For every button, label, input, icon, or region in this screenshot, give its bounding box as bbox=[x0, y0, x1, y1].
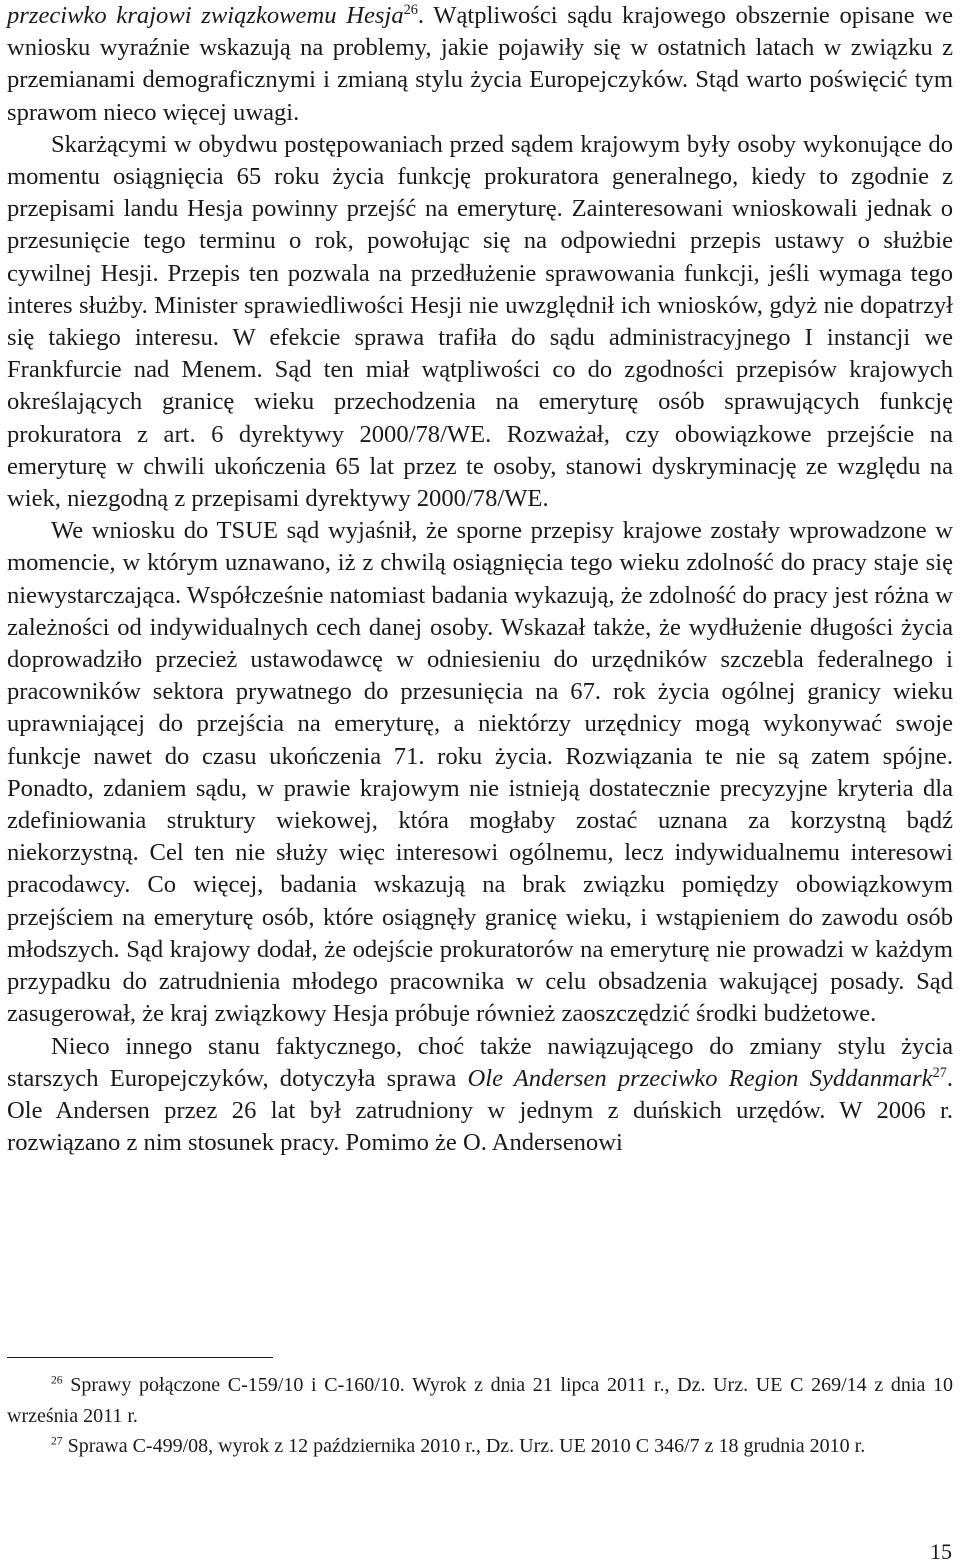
paragraph bbox=[7, 1031, 953, 1160]
footnote bbox=[7, 1431, 953, 1462]
footnote-text: Sprawa C-499/08, wyrok z 12 października 2010 r., Dz. Urz. UE 2010 C 346/7 z 18 grudnia 2010 r. bbox=[62, 1435, 866, 1457]
footnote-ref: 27 bbox=[932, 1064, 947, 1081]
footnotes bbox=[7, 1370, 953, 1462]
italic-text: Ole Andersen przeciwko Region Syddanmark bbox=[467, 1064, 933, 1092]
paragraph bbox=[7, 0, 953, 129]
paragraph bbox=[7, 515, 953, 1030]
footnote-number: 27 bbox=[51, 1434, 63, 1448]
paragraph bbox=[7, 129, 953, 515]
text-run: We wniosku do TSUE sąd wyjaśnił, że sporne przepisy krajowe zostały wprowadzone w momencie, w którym uznawano, iż z chwilą osiągnięcia tego wieku zdolność do pracy staje się niewystarczająca. Współcześnie natomiast badania wykazują, że zdolność do pracy jest różna w zależności od indywidualnych cech danej osoby. Wskazał także, że wydłużenie długości życia doprowadziło przecież ustawodawcę w odniesieniu do urzędników szczebla federalnego i pracowników sektora prywatnego do przesunięcia na 67. rok życia ogólnej granicy wieku uprawniającej do przejścia na emeryturę, a niektórzy urzędnicy mogą wykonywać swoje funkcje nawet do czasu ukończenia 71. roku życia. Rozwiązania te nie są zatem spójne. Ponadto, zdaniem sądu, w prawie krajowym nie istnieją dostatecznie precyzyjne kryteria dla zdefiniowania struktury wiekowej, która mogłaby zostać uznana za korzystną bądź niekorzystną. Cel ten nie służy więc interesowi ogólnemu, lecz indywidualnemu interesowi pracodawcy. Co więcej, badania wskazują na brak związku pomiędzy obowiązkowym przejściem na emeryturę osób, które osiągnęły granicę wieku, i wstąpieniem do zawodu osób młodszych. Sąd krajowy dodał, że odejście prokuratorów na emeryturę nie prowadzi w każdym przypadku do zatrudnienia młodego pracownika w celu obsadzenia wakującej posady. Sąd zasugerował, że kraj związkowy Hesja próbuje również zaoszczędzić środki budżetowe. bbox=[7, 517, 953, 1028]
text-run: . Ole Andersen przez 26 lat był zatrudniony w jednym z duńskich urzędów. W 2006 r. rozwiązano z nim stosunek pracy. Pomimo że O. Andersenowi bbox=[7, 1064, 953, 1157]
italic-text: przeciwko krajowi związkowemu Hesja bbox=[7, 2, 404, 29]
footnote bbox=[7, 1370, 953, 1431]
footnote-number: 26 bbox=[51, 1373, 63, 1387]
main-text bbox=[7, 0, 953, 1159]
footnote-ref: 26 bbox=[403, 1, 418, 18]
text-run: Nieco innego stanu faktycznego, choć także nawiązującego do zmiany stylu życia starszych Europejczyków, dotyczyła sprawa bbox=[7, 1032, 953, 1092]
footnote-text: Sprawy połączone C-159/10 i C-160/10. Wyrok z dnia 21 lipca 2011 r., Dz. Urz. UE C 269/14 z dnia 10 września 2011 r. bbox=[7, 1374, 953, 1427]
footnote-separator bbox=[7, 1357, 273, 1358]
page-number: 15 bbox=[930, 1539, 952, 1564]
text-run: Skarżącymi w obydwu postępowaniach przed sądem krajowym były osoby wykonujące do momentu osiągnięcia 65 roku życia funkcję prokuratora generalnego, kiedy to zgodnie z przepisami landu Hesja powinny przejść na emeryturę. Zainteresowani wnioskowali jednak o przesunięcie tego terminu o rok, powołując się na odpowiedni przepis ustawy o służbie cywilnej Hesji. Przepis ten pozwala na przedłużenie sprawowania funkcji, jeśli wymaga tego interes służby. Minister sprawiedliwości Hesji nie uwzględnił ich wniosków, gdyż nie dopatrzył się takiego interesu. W efekcie sprawa trafiła do sądu administracyjnego I instancji we Frankfurcie nad Menem. Sąd ten miał wątpliwości co do zgodności przepisów krajowych określających granicę wieku przechodzenia na emeryturę osób sprawujących funkcję prokuratora z art. 6 dyrektywy 2000/78/WE. Rozważał, czy obowiązkowe przejście na emeryturę w chwili ukończenia 65 lat przez te osoby, stanowi dyskryminację ze względu na wiek, niezgodną z przepisami dyrektywy 2000/78/WE. bbox=[7, 130, 953, 513]
text-run: . Wątpliwości sądu krajowego obszernie opisane we wniosku wyraźnie wskazują na problemy, jakie pojawiły się w ostatnich latach w związku z przemianami demograficznymi i zmianą stylu życia Europejczyków. Stąd warto poświęcić tym sprawom nieco więcej uwagi. bbox=[7, 2, 953, 126]
